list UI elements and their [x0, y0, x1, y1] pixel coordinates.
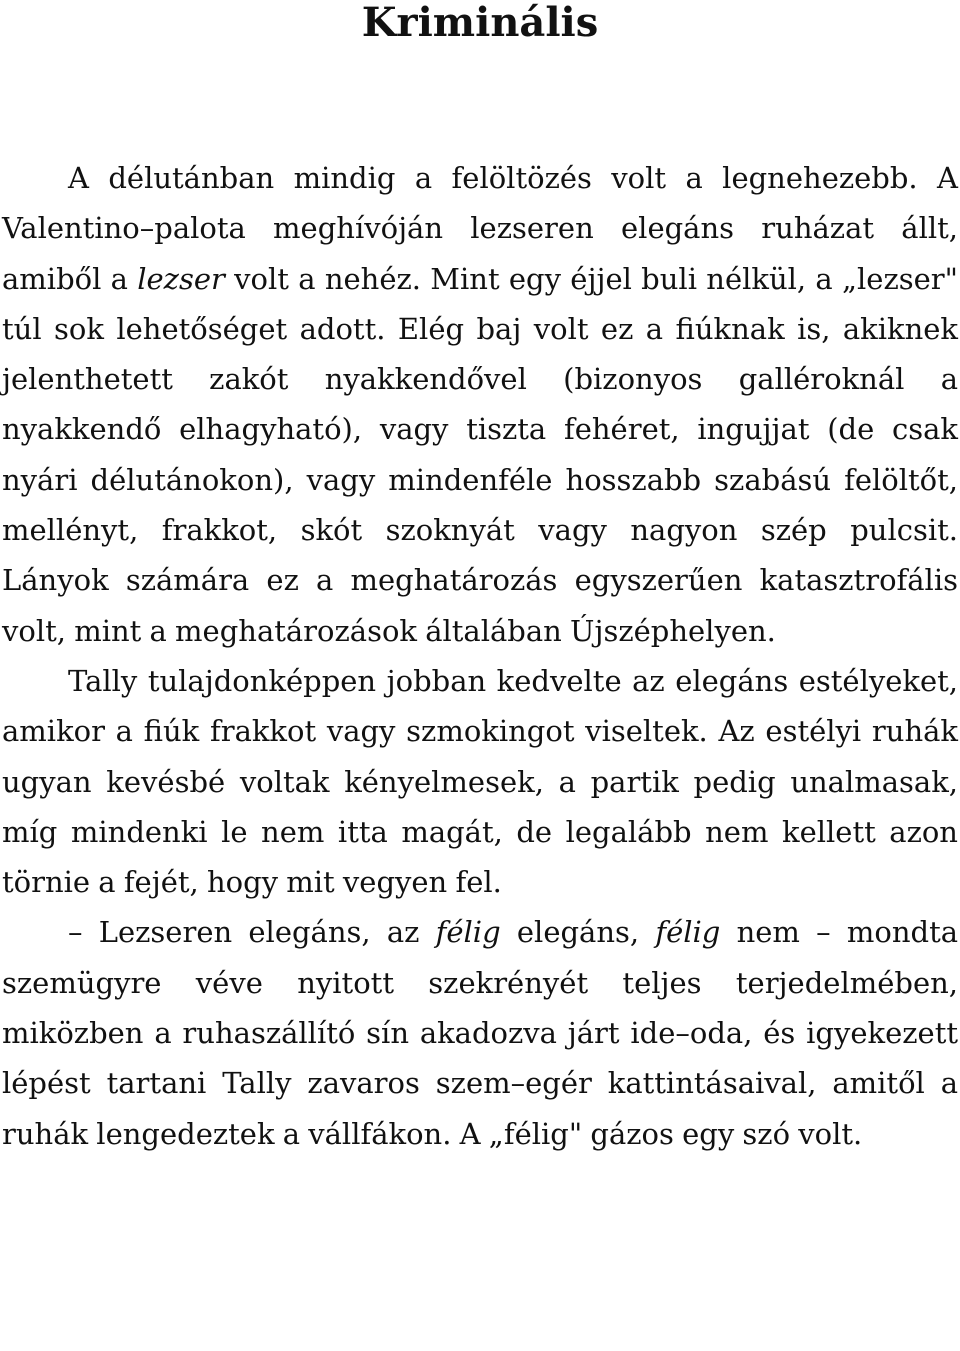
emphasis-lezser: lezser: [137, 261, 225, 296]
paragraph-1-text-b: volt a nehéz. Mint egy éjjel buli nélkül, a „lezser" túl sok lehetőséget adott. Elég baj volt ez a fiúknak is, akiknek jelenthetett zakót nyakkendővel (bizonyos galléroknál a nyakkendő elhagyható), vagy tiszta fehéret, ingujjat (de csak nyári délutánokon), vagy mindenféle hosszabb szabású felöltőt, mellényt, frakkot, skót szoknyát vagy nagyon szép pulcsit. Lányok számára ez a meghatározás egyszerűen katasztrofális volt, mint a meghatározások általában Újszéphelyen.: [2, 261, 958, 648]
emphasis-felig-1: félig: [435, 915, 501, 950]
chapter-title: Kriminális: [361, 0, 599, 46]
paragraph-3-text-a: – Lezseren elegáns, az: [68, 915, 436, 950]
paragraph-2-text: Tally tulajdonképpen jobban kedvelte az elegáns estélyeket, amikor a fiúk frakkot vagy szmokingot viseltek. Az estélyi ruhák ugyan kevésbé voltak kényelmesek, a partik pedig unalmasak, míg mindenki le nem itta magát, de legalább nem kellett azon törnie a fejét, hogy mit vegyen fel.: [2, 663, 958, 900]
paragraph-1: [2, 153, 958, 656]
paragraph-1-text-a: A délutánban mindig a felöltözés volt a legnehezebb. A Valentino–palota meghívóján lezseren elegáns ruházat állt, amiből a: [2, 161, 958, 296]
paragraph-3-text-b: elegáns,: [500, 915, 656, 950]
title-spacing: [2, 52, 958, 153]
emphasis-felig-2: félig: [655, 915, 721, 950]
paragraph-2: [2, 656, 958, 907]
paragraph-3: [2, 907, 958, 1158]
document-page: [2, 0, 958, 1159]
paragraph-3-text-c: nem – mondta szemügyre véve nyitott szekrényét teljes terjedelmében, miközben a ruhaszállító sín akadozva járt ide–oda, és igyekezett lépést tartani Tally zavaros szem–egér kattintásaival, amitől a ruhák lengedeztek a vállfákon. A „félig" gázos egy szó volt.: [2, 915, 959, 1151]
